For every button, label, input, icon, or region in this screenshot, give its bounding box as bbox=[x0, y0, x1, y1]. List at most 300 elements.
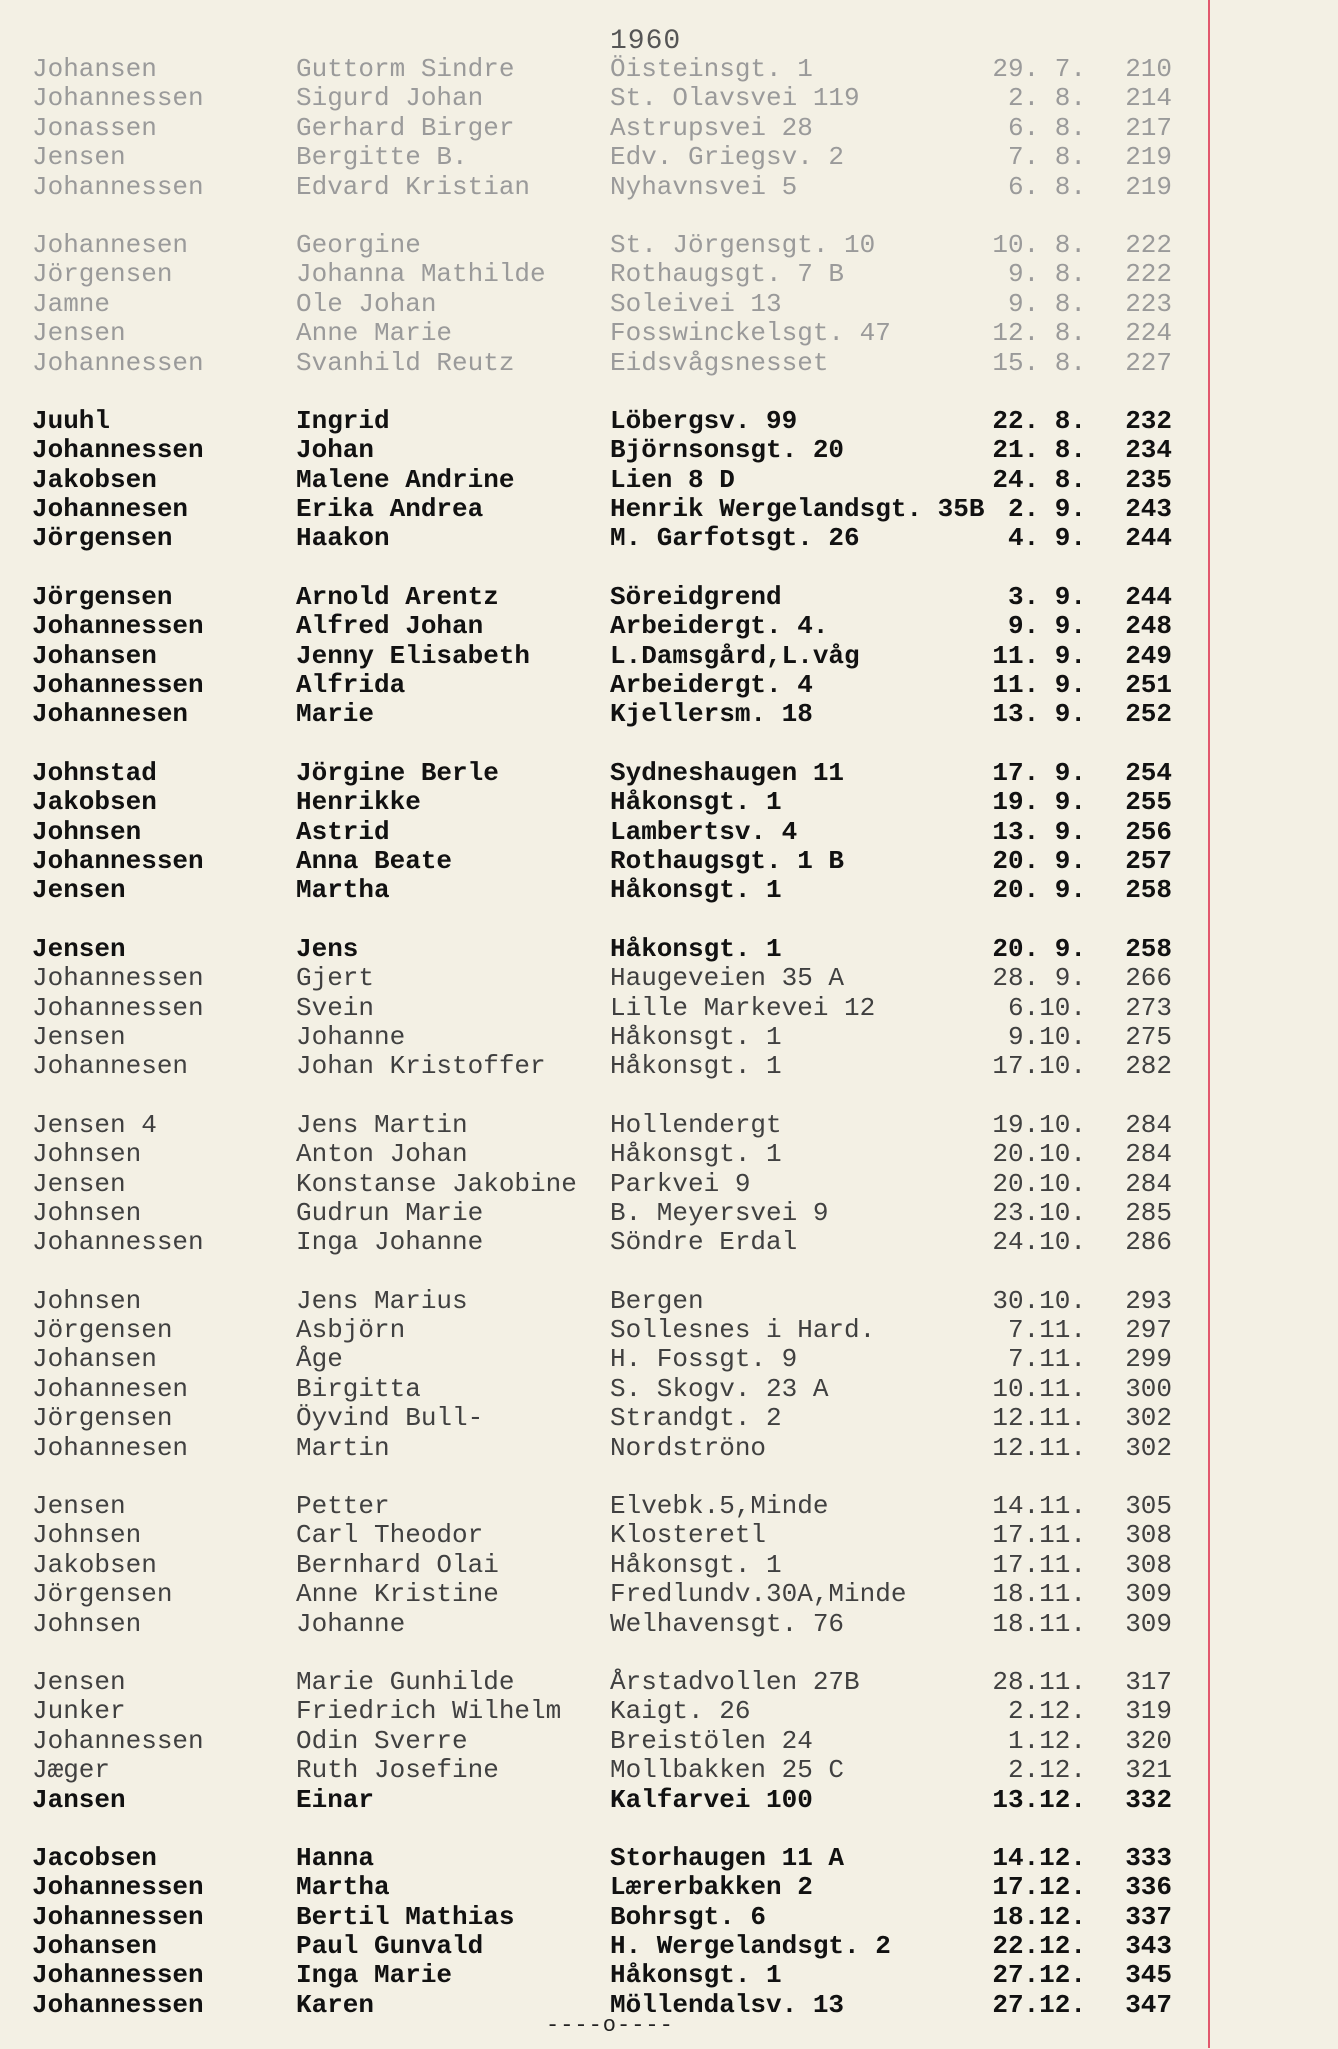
surname-cell: Johannessen bbox=[32, 435, 204, 466]
surname-cell: Jakobsen bbox=[32, 787, 157, 818]
date-cell: 12.11. bbox=[992, 1403, 1086, 1434]
entry-group bbox=[0, 1492, 1200, 1639]
given-names-cell: Odin Sverre bbox=[296, 1725, 468, 1756]
given-names-cell: Martha bbox=[296, 1872, 390, 1903]
surname-cell: Jörgensen bbox=[32, 581, 173, 612]
given-names-cell: Martin bbox=[296, 1432, 390, 1463]
date-cell: 6. 8. bbox=[1007, 171, 1086, 202]
date-cell: 13. 9. bbox=[992, 699, 1086, 730]
table-row bbox=[0, 1199, 1200, 1228]
surname-cell: Johannesen bbox=[32, 1373, 189, 1404]
given-names-cell: Karen bbox=[296, 1989, 375, 2020]
table-row bbox=[0, 1786, 1200, 1815]
address-cell: Lærerbakken 2 bbox=[610, 1872, 813, 1903]
surname-cell: Johannessen bbox=[32, 1872, 204, 1903]
date-cell: 18.11. bbox=[992, 1579, 1086, 1610]
given-names-cell: Paul Gunvald bbox=[296, 1931, 484, 1962]
date-cell: 10.11. bbox=[992, 1373, 1086, 1404]
address-cell: Fredlundv.30A,Minde bbox=[610, 1579, 907, 1610]
given-names-cell: Jörgine Berle bbox=[296, 757, 499, 788]
table-row bbox=[0, 642, 1200, 671]
year-heading: 1960 bbox=[610, 26, 682, 57]
address-cell: Håkonsgt. 1 bbox=[610, 1549, 782, 1580]
address-cell: Lien 8 D bbox=[610, 464, 735, 495]
surname-cell: Jansen bbox=[32, 1784, 126, 1815]
given-names-cell: Anton Johan bbox=[296, 1139, 468, 1170]
date-cell: 7.11. bbox=[1007, 1344, 1086, 1375]
record-number-cell: 309 bbox=[1125, 1608, 1172, 1639]
given-names-cell: Öyvind Bull- bbox=[296, 1403, 484, 1434]
date-cell: 27.12. bbox=[992, 1989, 1086, 2020]
surname-cell: Johnsen bbox=[32, 1285, 142, 1316]
surname-cell: Johannesen bbox=[32, 494, 189, 525]
date-cell: 30.10. bbox=[992, 1285, 1086, 1316]
record-number-cell: 232 bbox=[1125, 405, 1172, 436]
address-cell: Klosteretl bbox=[610, 1520, 767, 1551]
given-names-cell: Henrikke bbox=[296, 787, 421, 818]
given-names-cell: Gerhard Birger bbox=[296, 112, 515, 143]
address-cell: Rothaugsgt. 7 B bbox=[610, 259, 845, 290]
surname-cell: Jacobsen bbox=[32, 1842, 157, 1873]
record-number-cell: 293 bbox=[1125, 1285, 1172, 1316]
record-number-cell: 258 bbox=[1125, 875, 1172, 906]
surname-cell: Johannesen bbox=[32, 1432, 189, 1463]
table-row bbox=[0, 84, 1200, 113]
entry-group bbox=[0, 583, 1200, 730]
address-cell: Bergen bbox=[610, 1285, 704, 1316]
address-cell: Söreidgrend bbox=[610, 581, 782, 612]
surname-cell: Jensen bbox=[32, 875, 126, 906]
date-cell: 7. 8. bbox=[1007, 142, 1086, 173]
given-names-cell: Hanna bbox=[296, 1842, 375, 1873]
surname-cell: Johannessen bbox=[32, 1901, 204, 1932]
surname-cell: Johnsen bbox=[32, 1139, 142, 1170]
date-cell: 27.12. bbox=[992, 1960, 1086, 1991]
date-cell: 9. 9. bbox=[1007, 611, 1086, 642]
date-cell: 20.10. bbox=[992, 1139, 1086, 1170]
date-cell: 9. 8. bbox=[1007, 288, 1086, 319]
address-cell: Rothaugsgt. 1 B bbox=[610, 845, 845, 876]
date-cell: 6.10. bbox=[1007, 992, 1086, 1023]
surname-cell: Jensen bbox=[32, 1021, 126, 1052]
surname-cell: Johannessen bbox=[32, 845, 204, 876]
surname-cell: Johnsen bbox=[32, 1520, 142, 1551]
record-number-cell: 305 bbox=[1125, 1491, 1172, 1522]
table-row bbox=[0, 935, 1200, 964]
date-cell: 11. 9. bbox=[992, 670, 1086, 701]
surname-cell: Jörgensen bbox=[32, 259, 173, 290]
address-cell: Björnsonsgt. 20 bbox=[610, 435, 845, 466]
address-cell: Möllendalsv. 13 bbox=[610, 1989, 845, 2020]
record-number-cell: 243 bbox=[1125, 494, 1172, 525]
date-cell: 10. 8. bbox=[992, 229, 1086, 260]
address-cell: Kaigt. 26 bbox=[610, 1696, 751, 1727]
table-row bbox=[0, 114, 1200, 143]
date-cell: 19.10. bbox=[992, 1109, 1086, 1140]
table-row bbox=[0, 466, 1200, 495]
address-cell: Bohrsgt. 6 bbox=[610, 1901, 767, 1932]
date-cell: 17.11. bbox=[992, 1549, 1086, 1580]
surname-cell: Jakobsen bbox=[32, 464, 157, 495]
record-number-cell: 248 bbox=[1125, 611, 1172, 642]
surname-cell: Jonassen bbox=[32, 112, 157, 143]
address-cell: Håkonsgt. 1 bbox=[610, 1051, 782, 1082]
table-row bbox=[0, 143, 1200, 172]
date-cell: 13. 9. bbox=[992, 816, 1086, 847]
address-cell: Fosswinckelsgt. 47 bbox=[610, 318, 891, 349]
record-number-cell: 343 bbox=[1125, 1931, 1172, 1962]
address-cell: Lille Markevei 12 bbox=[610, 992, 876, 1023]
given-names-cell: Einar bbox=[296, 1784, 375, 1815]
table-row bbox=[0, 759, 1200, 788]
table-row bbox=[0, 847, 1200, 876]
record-number-cell: 300 bbox=[1125, 1373, 1172, 1404]
record-number-cell: 257 bbox=[1125, 845, 1172, 876]
address-cell: Kalfarvei 100 bbox=[610, 1784, 813, 1815]
record-number-cell: 345 bbox=[1125, 1960, 1172, 1991]
record-number-cell: 337 bbox=[1125, 1901, 1172, 1932]
table-row bbox=[0, 173, 1200, 202]
record-number-cell: 223 bbox=[1125, 288, 1172, 319]
surname-cell: Jensen bbox=[32, 933, 126, 964]
given-names-cell: Birgitta bbox=[296, 1373, 421, 1404]
surname-cell: Johannessen bbox=[32, 347, 204, 378]
address-cell: Mollbakken 25 C bbox=[610, 1755, 845, 1786]
table-row bbox=[0, 1140, 1200, 1169]
record-number-cell: 224 bbox=[1125, 318, 1172, 349]
given-names-cell: Bertil Mathias bbox=[296, 1901, 515, 1932]
table-row bbox=[0, 1170, 1200, 1199]
record-number-cell: 347 bbox=[1125, 1989, 1172, 2020]
entry-group bbox=[0, 407, 1200, 554]
address-cell: Elvebk.5,Minde bbox=[610, 1491, 829, 1522]
table-row bbox=[0, 1316, 1200, 1345]
date-cell: 17. 9. bbox=[992, 757, 1086, 788]
date-cell: 3. 9. bbox=[1007, 581, 1086, 612]
address-cell: S. Skogv. 23 A bbox=[610, 1373, 829, 1404]
surname-cell: Jensen bbox=[32, 1666, 126, 1697]
table-row bbox=[0, 1023, 1200, 1052]
date-cell: 18.12. bbox=[992, 1901, 1086, 1932]
entry-group bbox=[0, 1111, 1200, 1258]
record-number-cell: 227 bbox=[1125, 347, 1172, 378]
address-cell: Eidsvågsnesset bbox=[610, 347, 829, 378]
table-row bbox=[0, 231, 1200, 260]
address-cell: H. Fossgt. 9 bbox=[610, 1344, 798, 1375]
record-number-cell: 235 bbox=[1125, 464, 1172, 495]
address-cell: Löbergsv. 99 bbox=[610, 405, 798, 436]
date-cell: 21. 8. bbox=[992, 435, 1086, 466]
date-cell: 17.10. bbox=[992, 1051, 1086, 1082]
address-cell: Sollesnes i Hard. bbox=[610, 1315, 876, 1346]
table-row bbox=[0, 1903, 1200, 1932]
record-number-cell: 256 bbox=[1125, 816, 1172, 847]
date-cell: 20. 9. bbox=[992, 933, 1086, 964]
given-names-cell: Marie Gunhilde bbox=[296, 1666, 515, 1697]
given-names-cell: Jens Marius bbox=[296, 1285, 468, 1316]
surname-cell: Jörgensen bbox=[32, 1579, 173, 1610]
record-number-cell: 219 bbox=[1125, 171, 1172, 202]
address-cell: Nordströno bbox=[610, 1432, 767, 1463]
given-names-cell: Marie bbox=[296, 699, 375, 730]
record-number-cell: 234 bbox=[1125, 435, 1172, 466]
given-names-cell: Johan Kristoffer bbox=[296, 1051, 546, 1082]
record-number-cell: 284 bbox=[1125, 1168, 1172, 1199]
record-number-cell: 302 bbox=[1125, 1403, 1172, 1434]
address-cell: Lambertsv. 4 bbox=[610, 816, 798, 847]
table-row bbox=[0, 1610, 1200, 1639]
date-cell: 24. 8. bbox=[992, 464, 1086, 495]
table-row bbox=[0, 1932, 1200, 1961]
table-row bbox=[0, 319, 1200, 348]
given-names-cell: Johan bbox=[296, 435, 375, 466]
surname-cell: Johannesen bbox=[32, 229, 189, 260]
given-names-cell: Astrid bbox=[296, 816, 390, 847]
surname-cell: Johannessen bbox=[32, 1989, 204, 2020]
given-names-cell: Malene Andrine bbox=[296, 464, 515, 495]
date-cell: 11. 9. bbox=[992, 640, 1086, 671]
given-names-cell: Ruth Josefine bbox=[296, 1755, 499, 1786]
address-cell: B. Meyersvei 9 bbox=[610, 1197, 829, 1228]
given-names-cell: Alfrida bbox=[296, 670, 406, 701]
address-cell: Astrupsvei 28 bbox=[610, 112, 813, 143]
record-number-cell: 244 bbox=[1125, 581, 1172, 612]
date-cell: 2.12. bbox=[1007, 1696, 1086, 1727]
table-row bbox=[0, 1345, 1200, 1374]
address-cell: Storhaugen 11 A bbox=[610, 1842, 845, 1873]
given-names-cell: Haakon bbox=[296, 523, 390, 554]
table-row bbox=[0, 1668, 1200, 1697]
record-number-cell: 286 bbox=[1125, 1227, 1172, 1258]
given-names-cell: Åge bbox=[296, 1344, 343, 1375]
date-cell: 2.12. bbox=[1007, 1755, 1086, 1786]
given-names-cell: Anne Kristine bbox=[296, 1579, 499, 1610]
given-names-cell: Arnold Arentz bbox=[296, 581, 499, 612]
record-number-cell: 299 bbox=[1125, 1344, 1172, 1375]
surname-cell: Johannessen bbox=[32, 611, 204, 642]
address-cell: Edv. Griegsv. 2 bbox=[610, 142, 845, 173]
address-cell: H. Wergelandsgt. 2 bbox=[610, 1931, 891, 1962]
table-row bbox=[0, 495, 1200, 524]
record-number-cell: 251 bbox=[1125, 670, 1172, 701]
given-names-cell: Guttorm Sindre bbox=[296, 54, 515, 84]
given-names-cell: Asbjörn bbox=[296, 1315, 406, 1346]
surname-cell: Johnsen bbox=[32, 816, 142, 847]
date-cell: 28.11. bbox=[992, 1666, 1086, 1697]
table-row bbox=[0, 1756, 1200, 1785]
record-number-cell: 252 bbox=[1125, 699, 1172, 730]
table-row bbox=[0, 671, 1200, 700]
table-row bbox=[0, 55, 1200, 84]
given-names-cell: Friedrich Wilhelm bbox=[296, 1696, 562, 1727]
given-names-cell: Inga Johanne bbox=[296, 1227, 484, 1258]
surname-cell: Johnsen bbox=[32, 1608, 142, 1639]
surname-cell: Johannessen bbox=[32, 83, 204, 114]
surname-cell: Juuhl bbox=[32, 405, 111, 436]
address-cell: Årstadvollen 27B bbox=[610, 1666, 860, 1697]
record-number-cell: 266 bbox=[1125, 963, 1172, 994]
table-row bbox=[0, 612, 1200, 641]
surname-cell: Jensen bbox=[32, 318, 126, 349]
record-number-cell: 282 bbox=[1125, 1051, 1172, 1082]
date-cell: 12. 8. bbox=[992, 318, 1086, 349]
surname-cell: Johannesen bbox=[32, 699, 189, 730]
table-row bbox=[0, 260, 1200, 289]
given-names-cell: Jenny Elisabeth bbox=[296, 640, 531, 671]
register-entries bbox=[0, 55, 1200, 2049]
surname-cell: Johannessen bbox=[32, 1725, 204, 1756]
address-cell: Sydneshaugen 11 bbox=[610, 757, 845, 788]
given-names-cell: Gjert bbox=[296, 963, 375, 994]
surname-cell: Jakobsen bbox=[32, 1549, 157, 1580]
record-number-cell: 210 bbox=[1125, 54, 1172, 84]
surname-cell: Johannessen bbox=[32, 1960, 204, 1991]
record-number-cell: 254 bbox=[1125, 757, 1172, 788]
record-number-cell: 336 bbox=[1125, 1872, 1172, 1903]
table-row bbox=[0, 1404, 1200, 1433]
entry-group bbox=[0, 1668, 1200, 1815]
date-cell: 19. 9. bbox=[992, 787, 1086, 818]
given-names-cell: Johanna Mathilde bbox=[296, 259, 546, 290]
table-row bbox=[0, 1580, 1200, 1609]
date-cell: 12.11. bbox=[992, 1432, 1086, 1463]
page-edge-line bbox=[1208, 0, 1210, 2048]
table-row bbox=[0, 1492, 1200, 1521]
surname-cell: Jensen 4 bbox=[32, 1109, 157, 1140]
table-row bbox=[0, 1287, 1200, 1316]
date-cell: 2. 9. bbox=[1007, 494, 1086, 525]
date-cell: 1.12. bbox=[1007, 1725, 1086, 1756]
address-cell: Håkonsgt. 1 bbox=[610, 1960, 782, 1991]
date-cell: 24.10. bbox=[992, 1227, 1086, 1258]
record-number-cell: 217 bbox=[1125, 112, 1172, 143]
given-names-cell: Jens Martin bbox=[296, 1109, 468, 1140]
record-number-cell: 332 bbox=[1125, 1784, 1172, 1815]
record-number-cell: 219 bbox=[1125, 142, 1172, 173]
address-cell: L.Damsgård,L.våg bbox=[610, 640, 860, 671]
table-row bbox=[0, 1844, 1200, 1873]
record-number-cell: 321 bbox=[1125, 1755, 1172, 1786]
table-row bbox=[0, 1727, 1200, 1756]
date-cell: 22.12. bbox=[992, 1931, 1086, 1962]
table-row bbox=[0, 1111, 1200, 1140]
record-number-cell: 297 bbox=[1125, 1315, 1172, 1346]
record-number-cell: 285 bbox=[1125, 1197, 1172, 1228]
given-names-cell: Svanhild Reutz bbox=[296, 347, 515, 378]
table-row bbox=[0, 1521, 1200, 1550]
table-row bbox=[0, 1697, 1200, 1726]
address-cell: Strandgt. 2 bbox=[610, 1403, 782, 1434]
given-names-cell: Gudrun Marie bbox=[296, 1197, 484, 1228]
table-row bbox=[0, 1052, 1200, 1081]
table-row bbox=[0, 818, 1200, 847]
table-row bbox=[0, 1228, 1200, 1257]
given-names-cell: Anna Beate bbox=[296, 845, 453, 876]
given-names-cell: Carl Theodor bbox=[296, 1520, 484, 1551]
address-cell: Håkonsgt. 1 bbox=[610, 787, 782, 818]
table-row bbox=[0, 583, 1200, 612]
address-cell: Nyhavnsvei 5 bbox=[610, 171, 798, 202]
record-number-cell: 222 bbox=[1125, 229, 1172, 260]
record-number-cell: 244 bbox=[1125, 523, 1172, 554]
record-number-cell: 275 bbox=[1125, 1021, 1172, 1052]
given-names-cell: Georgine bbox=[296, 229, 421, 260]
record-number-cell: 302 bbox=[1125, 1432, 1172, 1463]
entry-group bbox=[0, 1844, 1200, 2020]
address-cell: Henrik Wergelandsgt. 35B bbox=[610, 494, 985, 525]
record-number-cell: 273 bbox=[1125, 992, 1172, 1023]
surname-cell: Johansen bbox=[32, 1931, 157, 1962]
date-cell: 6. 8. bbox=[1007, 112, 1086, 143]
date-cell: 9. 8. bbox=[1007, 259, 1086, 290]
record-number-cell: 258 bbox=[1125, 933, 1172, 964]
address-cell: Arbeidergt. 4. bbox=[610, 611, 829, 642]
date-cell: 20. 9. bbox=[992, 875, 1086, 906]
given-names-cell: Petter bbox=[296, 1491, 390, 1522]
table-row bbox=[0, 1434, 1200, 1463]
given-names-cell: Jens bbox=[296, 933, 359, 964]
address-cell: Soleivei 13 bbox=[610, 288, 782, 319]
given-names-cell: Johanne bbox=[296, 1608, 406, 1639]
table-row bbox=[0, 964, 1200, 993]
entry-group bbox=[0, 1287, 1200, 1463]
address-cell: St. Olavsvei 119 bbox=[610, 83, 860, 114]
date-cell: 7.11. bbox=[1007, 1315, 1086, 1346]
given-names-cell: Konstanse Jakobine bbox=[296, 1168, 577, 1199]
record-number-cell: 317 bbox=[1125, 1666, 1172, 1697]
entry-group bbox=[0, 935, 1200, 1082]
table-row bbox=[0, 1961, 1200, 1990]
date-cell: 14.11. bbox=[992, 1491, 1086, 1522]
surname-cell: Johnsen bbox=[32, 1197, 142, 1228]
given-names-cell: Edvard Kristian bbox=[296, 171, 531, 202]
given-names-cell: Erika Andrea bbox=[296, 494, 484, 525]
entry-group bbox=[0, 759, 1200, 906]
surname-cell: Johannessen bbox=[32, 1227, 204, 1258]
date-cell: 23.10. bbox=[992, 1197, 1086, 1228]
record-number-cell: 222 bbox=[1125, 259, 1172, 290]
table-row bbox=[0, 436, 1200, 465]
end-mark: ----o---- bbox=[546, 2013, 674, 2038]
record-number-cell: 284 bbox=[1125, 1109, 1172, 1140]
record-number-cell: 249 bbox=[1125, 640, 1172, 671]
given-names-cell: Svein bbox=[296, 992, 375, 1023]
surname-cell: Jamne bbox=[32, 288, 111, 319]
record-number-cell: 320 bbox=[1125, 1725, 1172, 1756]
date-cell: 14.12. bbox=[992, 1842, 1086, 1873]
address-cell: M. Garfotsgt. 26 bbox=[610, 523, 860, 554]
surname-cell: Johnstad bbox=[32, 757, 157, 788]
date-cell: 2. 8. bbox=[1007, 83, 1086, 114]
date-cell: 20. 9. bbox=[992, 845, 1086, 876]
table-row bbox=[0, 788, 1200, 817]
date-cell: 15. 8. bbox=[992, 347, 1086, 378]
record-number-cell: 214 bbox=[1125, 83, 1172, 114]
date-cell: 28. 9. bbox=[992, 963, 1086, 994]
surname-cell: Junker bbox=[32, 1696, 126, 1727]
table-row bbox=[0, 1375, 1200, 1404]
table-row bbox=[0, 700, 1200, 729]
given-names-cell: Bergitte B. bbox=[296, 142, 468, 173]
given-names-cell: Johanne bbox=[296, 1021, 406, 1052]
date-cell: 17.12. bbox=[992, 1872, 1086, 1903]
table-row bbox=[0, 1873, 1200, 1902]
address-cell: Haugeveien 35 A bbox=[610, 963, 845, 994]
given-names-cell: Ingrid bbox=[296, 405, 390, 436]
address-cell: Håkonsgt. 1 bbox=[610, 875, 782, 906]
date-cell: 13.12. bbox=[992, 1784, 1086, 1815]
address-cell: Arbeidergt. 4 bbox=[610, 670, 813, 701]
